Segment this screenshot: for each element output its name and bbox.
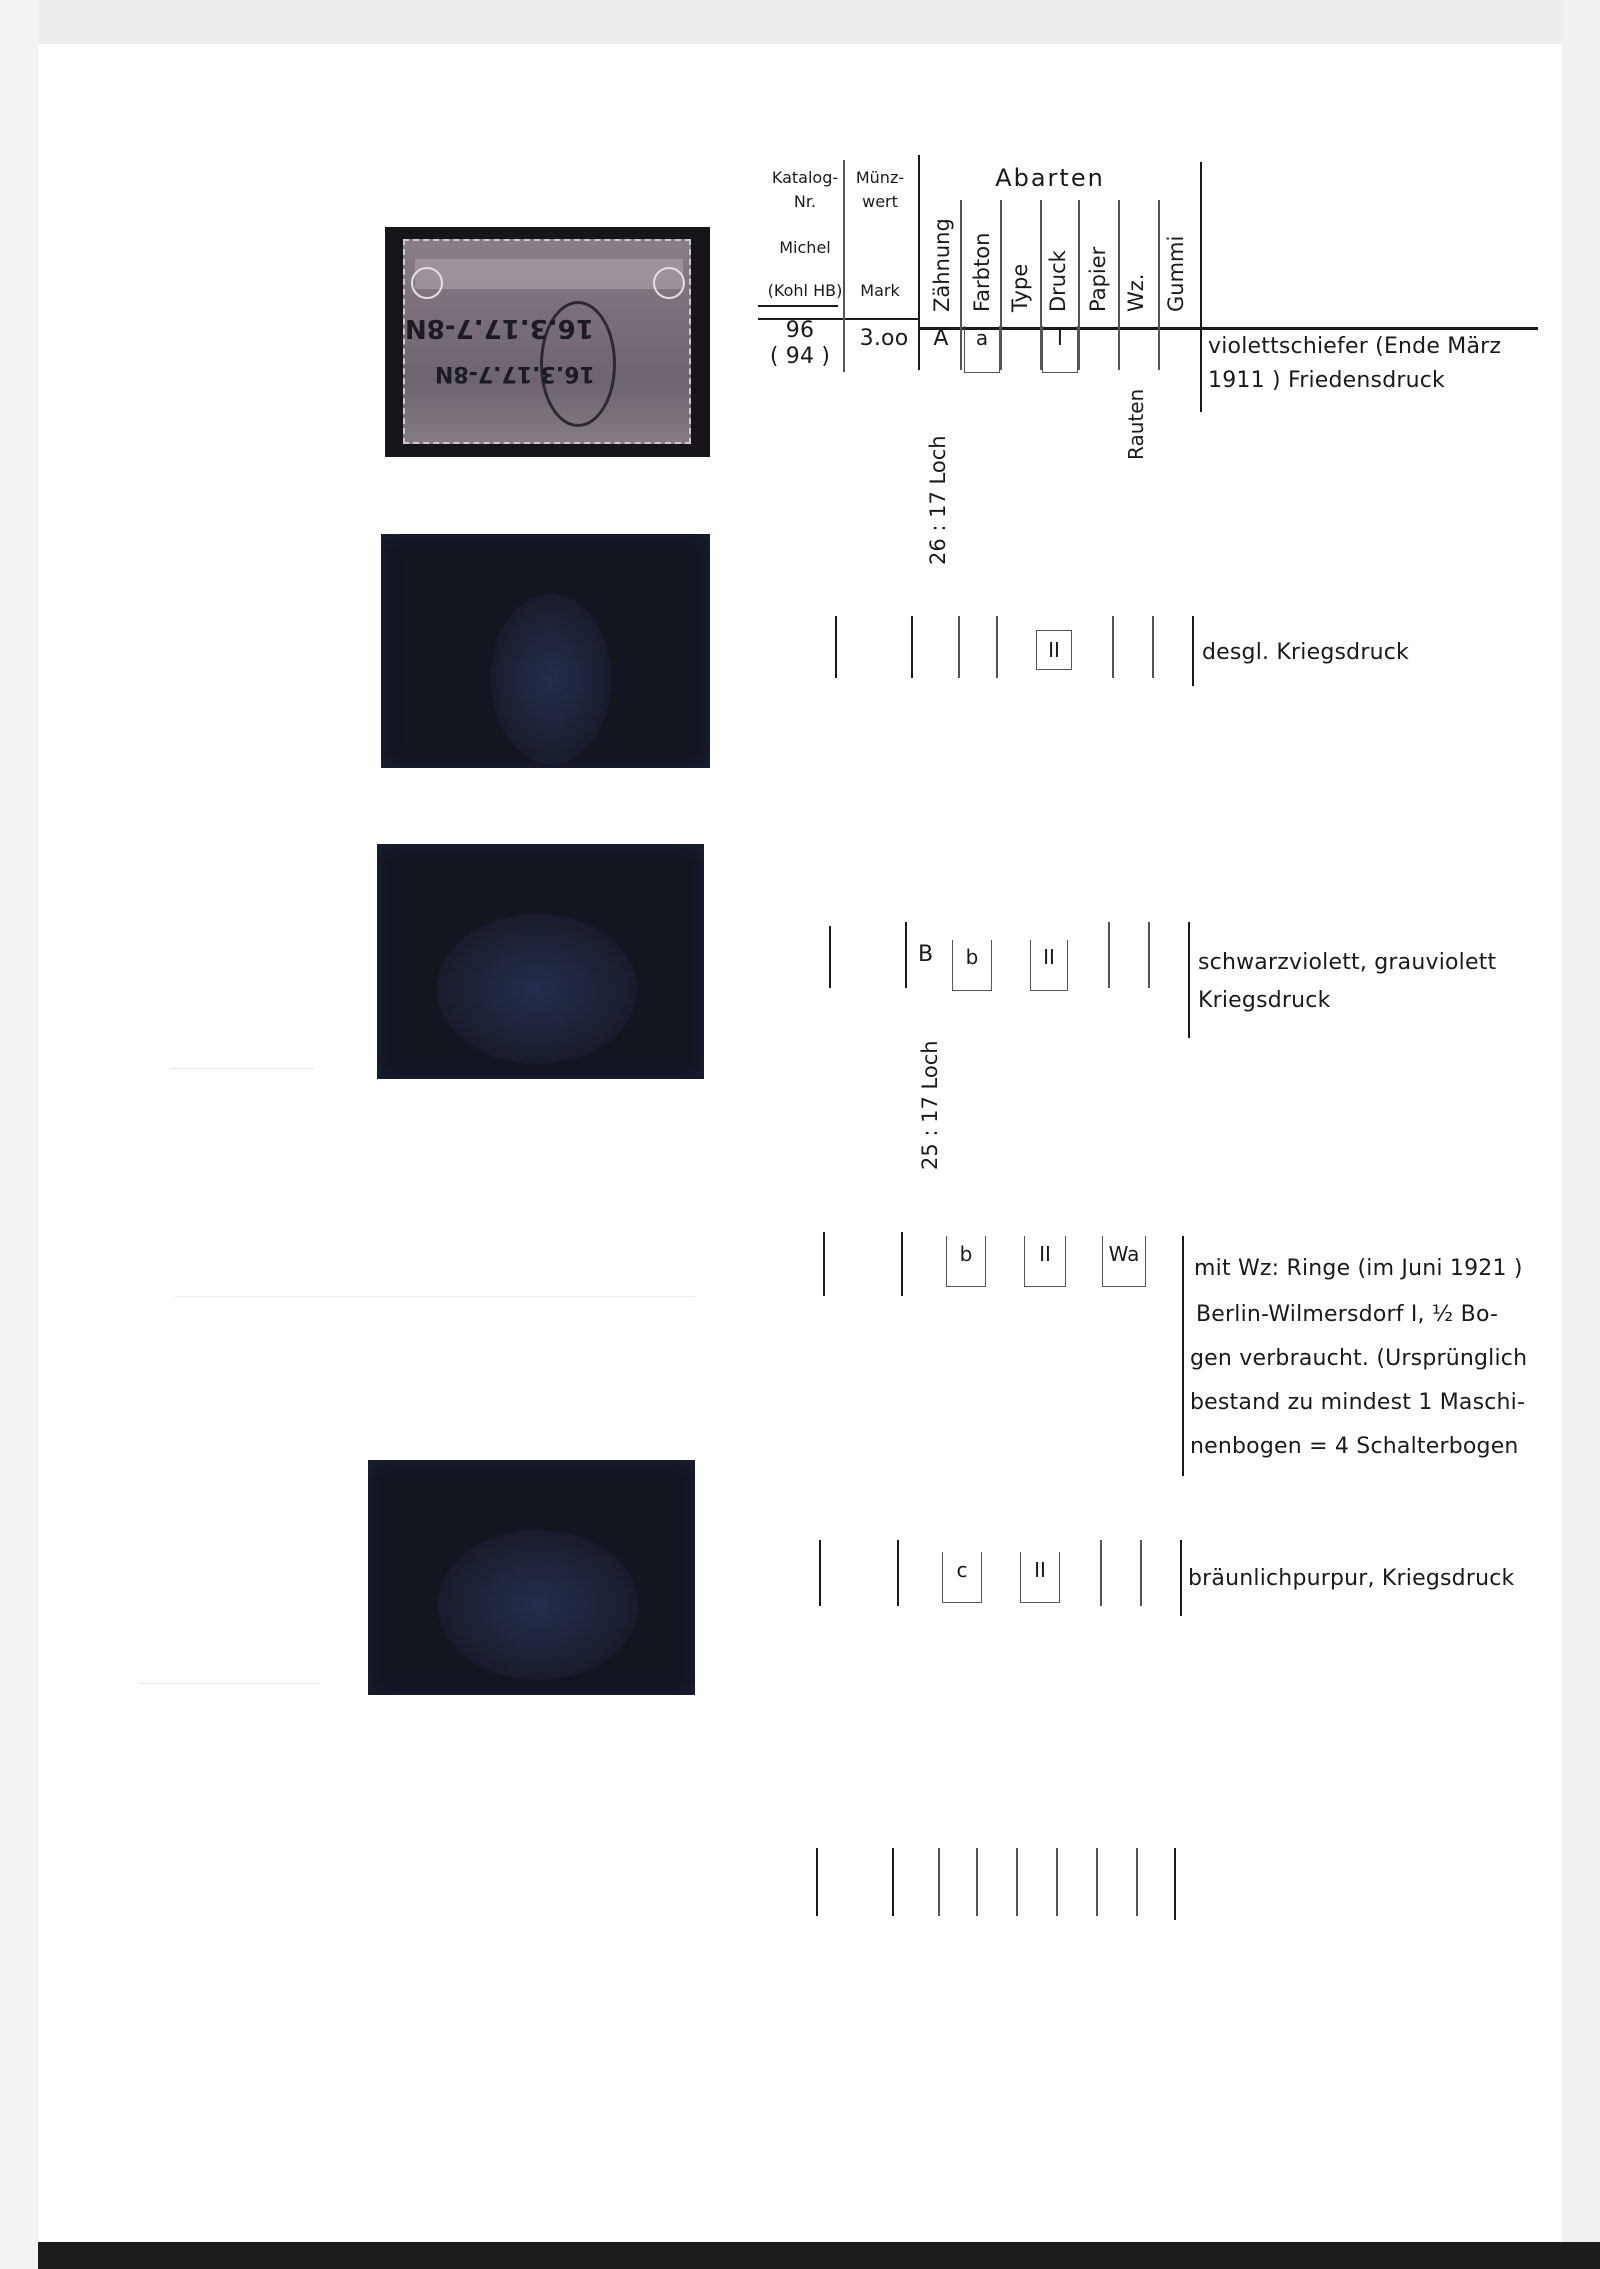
header-col-zahnung: Zähnung: [930, 218, 954, 312]
row3-divider: [829, 926, 831, 988]
header-col-gummi: Gummi: [1164, 235, 1188, 312]
row4-divider: [823, 1232, 825, 1296]
pencil-guide: [175, 1296, 695, 1297]
row4-description-line: bestand zu mindest 1 Maschi-: [1190, 1390, 1526, 1415]
row5-druck-box: [1020, 1552, 1060, 1603]
empty-stamp-mount[interactable]: [381, 534, 710, 768]
row2-divider: [1152, 616, 1154, 678]
row2-divider: [911, 616, 913, 678]
stamp-banner: [415, 259, 683, 289]
row6-divider: [892, 1848, 894, 1916]
header-michel: Michel: [779, 238, 831, 257]
row2-divider: [996, 616, 998, 678]
row3-description-line: schwarzviolett, grauviolett: [1198, 950, 1497, 975]
row1-zahnung: A: [933, 326, 949, 351]
row4-wz: Wa: [1108, 1242, 1140, 1266]
row5-farbton: c: [956, 1558, 968, 1582]
row6-divider: [976, 1848, 978, 1916]
row5-divider: [1140, 1540, 1142, 1606]
row4-description-line: Berlin-Wilmersdorf I, ½ Bo-: [1196, 1302, 1499, 1327]
column-divider: [1200, 162, 1202, 412]
row3-divider: [1108, 922, 1110, 988]
row1-druck-box: [1042, 326, 1078, 373]
header-kohl-hb: (Kohl HB): [767, 281, 843, 300]
row6-divider: [816, 1848, 818, 1916]
column-divider: [1078, 200, 1080, 370]
column-divider: [918, 155, 920, 370]
row1-description-line: violettschiefer (Ende März: [1208, 334, 1502, 359]
row3-druck-box: [1030, 940, 1068, 991]
row4-description-line: nenbogen = 4 Schalterbogen: [1190, 1434, 1519, 1459]
pencil-guide: [170, 1068, 315, 1069]
row6-divider: [1136, 1848, 1138, 1916]
row6-divider: [1174, 1848, 1176, 1920]
row2-divider: [958, 616, 960, 678]
stamp-image: [403, 239, 691, 444]
column-divider: [1118, 200, 1120, 370]
row3-druck: II: [1043, 945, 1055, 969]
row2-divider: [835, 616, 837, 678]
row4-divider: [901, 1232, 903, 1296]
postmark-text: 16.3.17.7-8N: [405, 313, 594, 343]
row3-divider: [905, 922, 907, 988]
row5-divider: [1180, 1540, 1182, 1616]
empty-stamp-mount[interactable]: [377, 844, 704, 1079]
row1-farbton-box: [964, 326, 1000, 373]
note-perforation-25-17: 25 : 17 Loch: [918, 1040, 942, 1170]
header-mark: Mark: [860, 281, 900, 300]
row5-divider: [897, 1540, 899, 1606]
header-col-type: Type: [1008, 263, 1032, 312]
row6-divider: [1096, 1848, 1098, 1916]
row6-divider: [1056, 1848, 1058, 1916]
row4-description-line: gen verbraucht. (Ursprünglich: [1190, 1346, 1528, 1371]
note-perforation-26-17: 26 : 17 Loch: [926, 435, 950, 565]
row2-druck: II: [1036, 630, 1072, 670]
stamp-value: 3.oo: [859, 326, 909, 351]
catalog-number: 96: [785, 318, 815, 343]
row6-divider: [1016, 1848, 1018, 1916]
row2-divider: [1112, 616, 1114, 678]
row6-divider: [938, 1848, 940, 1916]
column-divider: [960, 200, 962, 370]
row4-druck: II: [1039, 1242, 1051, 1266]
row1-farbton: a: [975, 326, 989, 350]
column-divider: [843, 160, 845, 372]
stamp-corner-ornament: [653, 267, 685, 299]
header-munzwert: Münz- wert: [855, 168, 905, 211]
row5-druck: II: [1034, 1558, 1046, 1582]
header-col-druck: Druck: [1046, 250, 1070, 312]
row3-farbton: b: [965, 945, 979, 969]
column-divider: [1000, 200, 1002, 370]
row4-farbton: b: [959, 1242, 973, 1266]
background-right: [1562, 0, 1600, 2242]
background-left: [0, 0, 38, 2269]
row4-divider: [1182, 1236, 1184, 1476]
row1-druck: I: [1057, 326, 1063, 350]
row3-zahnung: B: [918, 942, 934, 967]
stamp-mount[interactable]: [385, 227, 710, 457]
row1-description-line: 1911 ) Friedensdruck: [1208, 368, 1445, 393]
page-bottom-edge: [38, 2242, 1600, 2269]
kohl-number: ( 94 ): [769, 344, 831, 369]
header-rule: [920, 327, 1538, 330]
row5-farbton-box: [942, 1552, 982, 1603]
header-col-wz: Wz.: [1124, 273, 1148, 312]
pencil-guide: [140, 1683, 320, 1684]
row3-description-line: Kriegsdruck: [1198, 988, 1331, 1013]
row5-divider: [819, 1540, 821, 1606]
row5-description-line: bräunlichpurpur, Kriegsdruck: [1188, 1566, 1515, 1591]
stamp-corner-ornament: [411, 267, 443, 299]
row2-description-line: desgl. Kriegsdruck: [1202, 640, 1409, 665]
empty-stamp-mount[interactable]: [368, 1460, 695, 1695]
row2-divider: [1192, 616, 1194, 686]
row3-farbton-box: [952, 940, 992, 991]
header-rule: [758, 305, 838, 307]
row4-farbton-box: [946, 1236, 986, 1287]
row4-druck-box: [1024, 1236, 1066, 1287]
row5-divider: [1100, 1540, 1102, 1606]
postmark-text: 16.3.17.7-8N: [435, 361, 595, 386]
header-abarten: Abarten: [995, 164, 1105, 192]
row4-wz-box: [1102, 1236, 1146, 1287]
note-rauten: Rauten: [1124, 388, 1148, 460]
header-col-papier: Papier: [1086, 246, 1110, 312]
column-divider: [1158, 200, 1160, 370]
row3-divider: [1188, 922, 1190, 1038]
row4-description-line: mit Wz: Ringe (im Juni 1921 ): [1194, 1256, 1523, 1281]
row3-divider: [1148, 922, 1150, 988]
header-col-farbton: Farbton: [970, 232, 994, 312]
header-katalog-nr: Katalog- Nr.: [771, 168, 839, 211]
